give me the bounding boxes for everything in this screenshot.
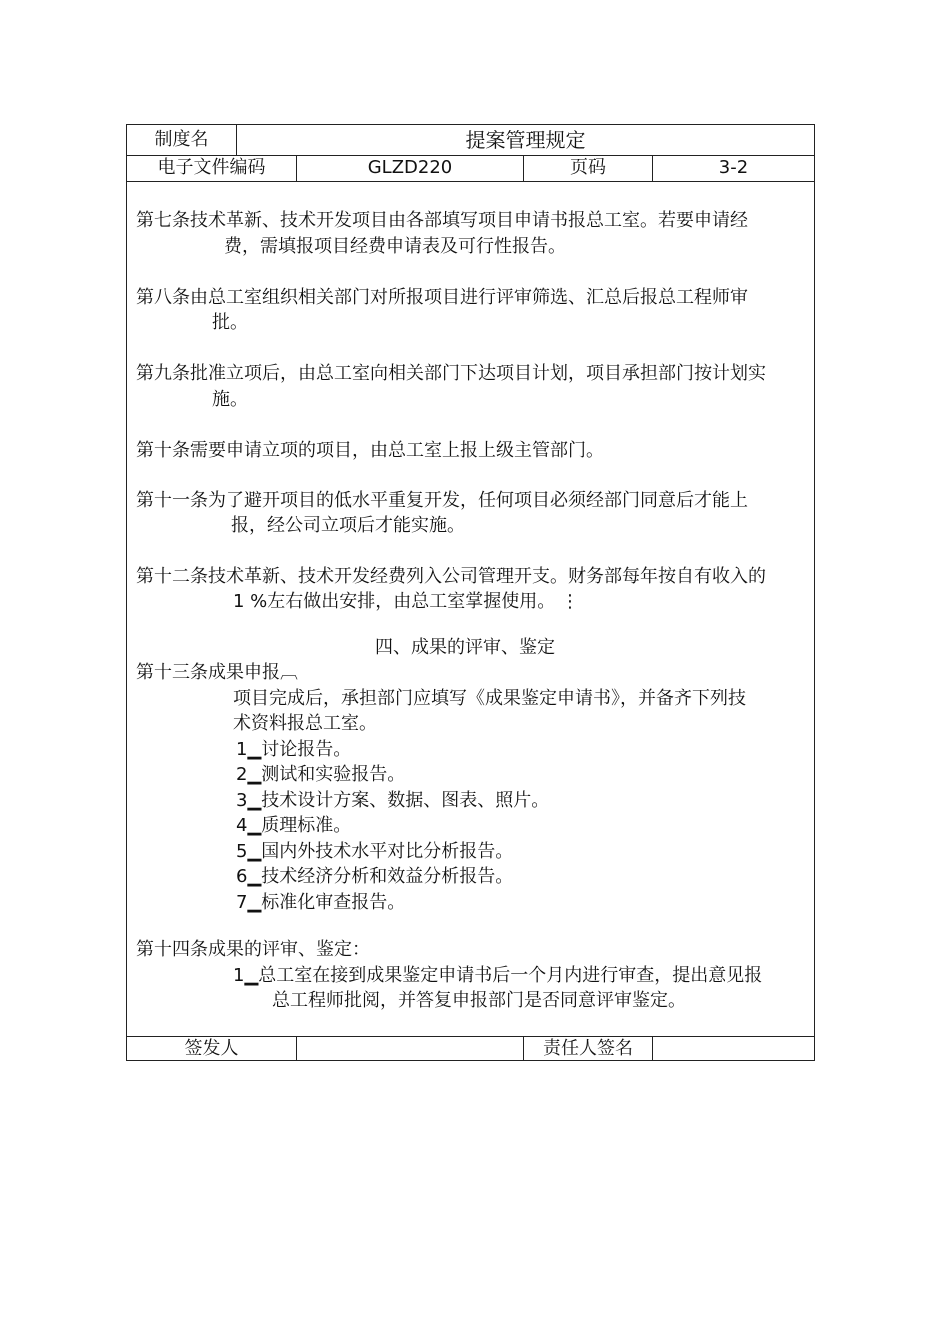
list-item: 6▁技术经济分析和效益分析报告。 [236,866,514,887]
article-14-line-2: 总工程师批阅，并答复申报部门是否同意评审鉴定。 [272,990,686,1011]
document-form [126,124,815,1061]
page-number: 3-2 [718,157,749,178]
article-7-line-1: 第七条技术革新、技术开发项目由各部填写项目申请书报总工室。若要申请经 [136,210,748,231]
list-item: 4▁质理标准。 [236,815,352,836]
article-14-line-1: 1▁总工室在接到成果鉴定申请书后一个月内进行审查，提出意见报 [233,965,763,986]
article-9-line-1: 第九条批准立项后，由总工室向相关部门下达项目计划，项目承担部门按计划实 [136,363,766,384]
document-title: 提案管理规定 [465,128,586,152]
label-issuer: 签发人 [127,1037,297,1061]
list-item: 2▁测试和实验报告。 [236,764,406,785]
label-responsible-signature: 责任人签名 [524,1037,653,1061]
article-9-line-2: 施。 [212,389,248,410]
label-file-code: 电子文件编码 [127,155,297,181]
list-item: 1▁讨论报告。 [236,739,352,760]
article-13-line-1: 项目完成后，承担部门应填写《成果鉴定申请书》，并备齐下列技 [233,688,746,709]
article-8-line-2: 批。 [212,312,248,333]
article-8-line-1: 第八条由总工室组织相关部门对所报项目进行评审筛选、汇总后报总工程师审 [136,287,748,308]
article-12-line-2: 1 %左右做出安排，由总工室掌握使用。 ⋮ [233,591,579,612]
document-body [127,182,814,1036]
list-item: 3▁技术设计方案、数据、图表、照片。 [236,790,550,811]
article-11-line-1: 第十一条为了避开项目的低水平重复开发，任何项目必须经部门同意后才能上 [136,490,748,511]
responsible-signature-field[interactable] [653,1037,814,1061]
list-item: 5▁国内外技术水平对比分析报告。 [236,841,514,862]
section-4-heading: 四、成果的评审、鉴定 [375,637,555,658]
article-7-line-2: 费，需填报项目经费申请表及可行性报告。 [224,236,566,257]
code-row [127,155,814,182]
file-code: GLZD220 [297,155,524,181]
list-item: 7▁标准化审查报告。 [236,892,406,913]
article-10-line-1: 第十条需要申请立项的项目，由总工室上报上级主管部门。 [136,440,604,461]
label-system-name: 制度名 [127,125,237,155]
signature-row [127,1036,814,1061]
label-page: 页码 [524,155,653,181]
article-13-line-2: 术资料报总工室。 [233,713,377,734]
title-row [127,125,814,156]
article-14-title: 第十四条成果的评审、鉴定： [136,939,370,960]
issuer-field[interactable] [297,1037,524,1061]
article-13-title: 第十三条成果申报︹ [136,662,298,683]
article-12-line-1: 第十二条技术革新、技术开发经费列入公司管理开支。财务部每年按自有收入的 [136,566,766,587]
article-11-line-2: 报，经公司立项后才能实施。 [231,515,465,536]
